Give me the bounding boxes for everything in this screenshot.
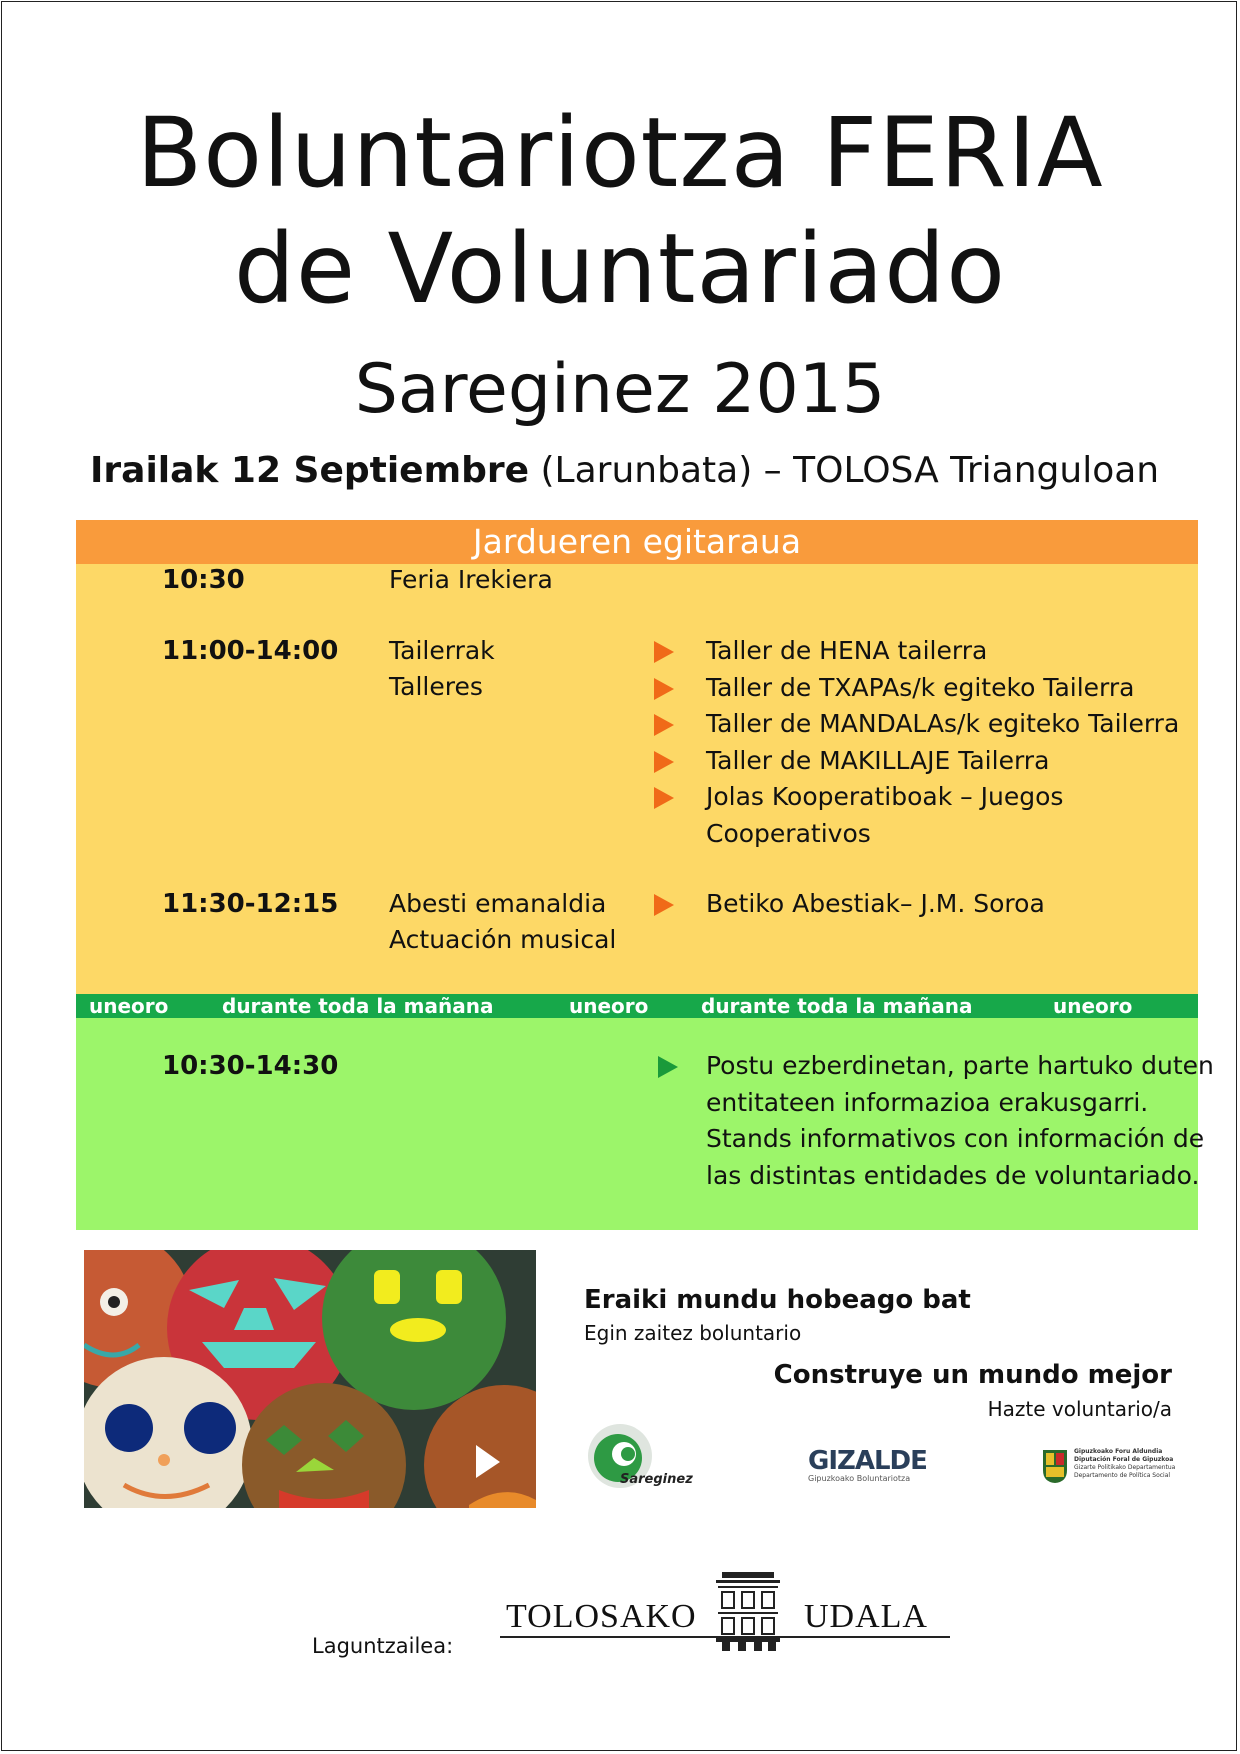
list-item: Taller de MAKILLAJE Tailerra	[706, 745, 1050, 775]
text-line: entitateen informazioa erakusgarri.	[706, 1087, 1149, 1117]
band-label: uneoro	[569, 994, 649, 1018]
date-location: (Larunbata) – TOLOSA Trianguloan	[529, 450, 1160, 491]
activity-line: Tailerrak	[389, 636, 495, 665]
title-line-1: Boluntariotza FERIA	[136, 97, 1104, 209]
stands-box	[76, 1018, 1214, 1230]
title-line-2: de Voluntariado	[234, 213, 1006, 325]
diputacion-dept-es: Departamento de Política Social	[1074, 1472, 1171, 1479]
all-morning-band	[76, 994, 1198, 1018]
diputacion-dept-eu: Gizarte Politikako Departamentua	[1074, 1464, 1176, 1471]
band-label: durante toda la mañana	[701, 994, 973, 1018]
sareginez-logo-text: Sareginez	[620, 1472, 693, 1487]
date-bold: Irailak 12 Septiembre	[90, 450, 530, 491]
date-location-line	[90, 448, 1159, 494]
event-subtitle: Sareginez 2015	[354, 350, 886, 429]
diputacion-logo-text	[1074, 1448, 1175, 1480]
list-item: Cooperativos	[706, 818, 871, 848]
list-item: Taller de HENA tailerra	[706, 636, 988, 665]
slogan-es-main: Construye un mundo mejor	[773, 1360, 1172, 1390]
arrow-bullet-icon	[658, 1056, 678, 1078]
text-line: Stands informativos con información de	[706, 1124, 1205, 1153]
list-item: Taller de MANDALAs/k egiteko Tailerra	[706, 709, 1180, 738]
time-slot: 11:30-12:15	[162, 889, 339, 919]
activity-line: Talleres	[389, 672, 483, 701]
arrow-bullet-icon	[654, 894, 674, 916]
activity-label: Feria Irekiera	[389, 565, 553, 594]
gizalde-logo	[808, 1446, 948, 1490]
time-slot: 10:30	[162, 565, 245, 595]
gizalde-logo-sub: Gipuzkoako Boluntariotza	[808, 1474, 911, 1483]
arrow-bullet-icon	[654, 714, 674, 736]
workshop-list	[706, 633, 1179, 852]
diputacion-name-es: Diputación Foral de Gipuzkoa	[1074, 1456, 1174, 1463]
activity-label	[389, 633, 495, 705]
list-item: Betiko Abestiak– J.M. Soroa	[706, 889, 1045, 918]
slogan-eu-main: Eraiki mundu hobeago bat	[584, 1285, 971, 1315]
band-label: uneoro	[1053, 994, 1133, 1018]
arrow-bullet-icon	[654, 751, 674, 773]
gizalde-logo-text: GIZALDE	[808, 1446, 927, 1476]
sponsor-label: Laguntzailea:	[312, 1634, 454, 1658]
activity-line: Abesti emanaldia	[389, 889, 607, 918]
slogan-eu-sub: Egin zaitez boluntario	[584, 1321, 802, 1345]
text-line: Postu ezberdinetan, parte hartuko duten	[706, 1051, 1214, 1080]
text-line: las distintas entidades de voluntariado.	[706, 1160, 1200, 1190]
time-slot: 10:30-14:30	[162, 1051, 339, 1081]
arrow-bullet-icon	[654, 641, 674, 663]
band-label: uneoro	[89, 994, 169, 1018]
coat-of-arms-icon	[1042, 1448, 1068, 1484]
time-slot: 11:00-14:00	[162, 636, 339, 666]
sareginez-logo	[584, 1418, 694, 1490]
list-item: Jolas Kooperatiboak – Juegos	[706, 782, 1064, 811]
activity-line: Actuación musical	[389, 925, 617, 954]
udala-left-text: TOLOSAKO	[506, 1598, 697, 1635]
painted-drums-photo	[84, 1250, 536, 1508]
program-box	[76, 520, 1198, 994]
stands-text	[706, 1048, 1214, 1194]
faces-illustration	[84, 1250, 536, 1508]
band-label: durante toda la mañana	[222, 994, 494, 1018]
program-heading: Jardueren egitaraua	[76, 520, 1198, 564]
activity-label	[389, 886, 616, 958]
diputacion-logo	[1042, 1448, 1176, 1488]
slogan-es-sub: Hazte voluntario/a	[987, 1397, 1172, 1421]
diputacion-name-eu: Gipuzkoako Foru Aldundia	[1074, 1448, 1163, 1455]
arrow-bullet-icon	[654, 678, 674, 700]
arrow-bullet-icon	[654, 787, 674, 809]
list-item: Taller de TXAPAs/k egiteko Tailerra	[706, 672, 1135, 702]
town-hall-icon	[712, 1570, 784, 1652]
music-list	[706, 886, 1045, 923]
udala-right-text: UDALA	[804, 1598, 928, 1635]
